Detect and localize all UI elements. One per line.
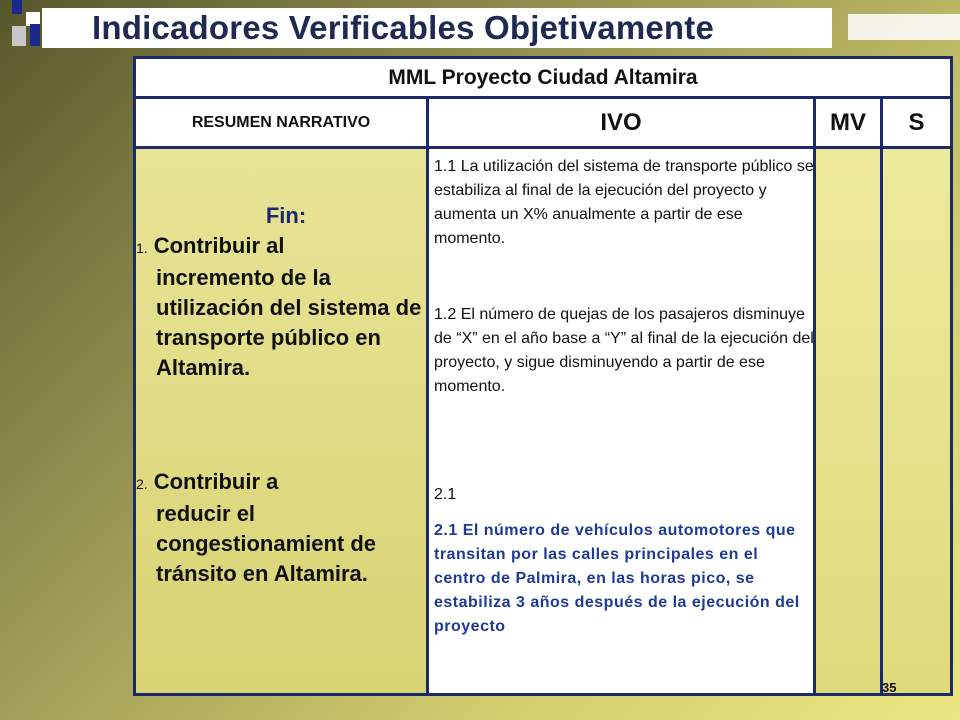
header-ivo: IVO — [600, 109, 642, 136]
column-divider — [880, 99, 883, 693]
item-number: 1. — [136, 240, 148, 256]
decor-square — [12, 0, 22, 14]
item-text: incremento de la utilización del sistema de transporte público en Altamira. — [156, 265, 422, 380]
item-text: Contribuir al — [153, 233, 285, 258]
resumen-item — [136, 467, 432, 589]
resumen-item — [136, 231, 432, 383]
mml-table — [133, 56, 953, 696]
title-bar-accent — [848, 14, 960, 40]
item-text: reducir el congestionamient de tránsito en Altamira. — [156, 501, 377, 586]
table-caption: MML Proyecto Ciudad Altamira — [136, 59, 950, 99]
s-column — [883, 149, 950, 693]
mv-column — [816, 149, 880, 693]
decor-square — [30, 24, 40, 46]
header-s: S — [908, 109, 925, 136]
column-divider — [426, 99, 429, 693]
header-mv: MV — [830, 109, 866, 136]
page-number: 35 — [882, 680, 897, 695]
ivo-indicator: 1.1 La utilización del sistema de transporte público se estabiliza al final de la ejecución del proyecto y aumenta un X% anualmente a partir de ese momento. — [434, 158, 814, 247]
decor-square — [12, 26, 26, 46]
fin-heading: Fin: — [265, 203, 307, 228]
header-resumen: RESUMEN NARRATIVO — [191, 114, 371, 131]
item-text: Contribuir a — [153, 469, 279, 494]
item-number: 2. — [136, 476, 148, 492]
ivo-indicator-highlight: 2.1 El número de vehículos automotores que transitan por las calles principales en el centro de Palmira, en las horas pico, se estabiliza 3 años después de la ejecución del proyecto — [434, 522, 800, 635]
ivo-indicator: 2.1 — [434, 486, 457, 503]
slide-title: Indicadores Verificables Objetivamente — [92, 9, 715, 46]
ivo-indicator: 1.2 El número de quejas de los pasajeros disminuye de “X” en el año base a “Y” al final de la ejecución del proyecto, y sigue disminuyendo a partir de ese momento. — [434, 306, 814, 395]
